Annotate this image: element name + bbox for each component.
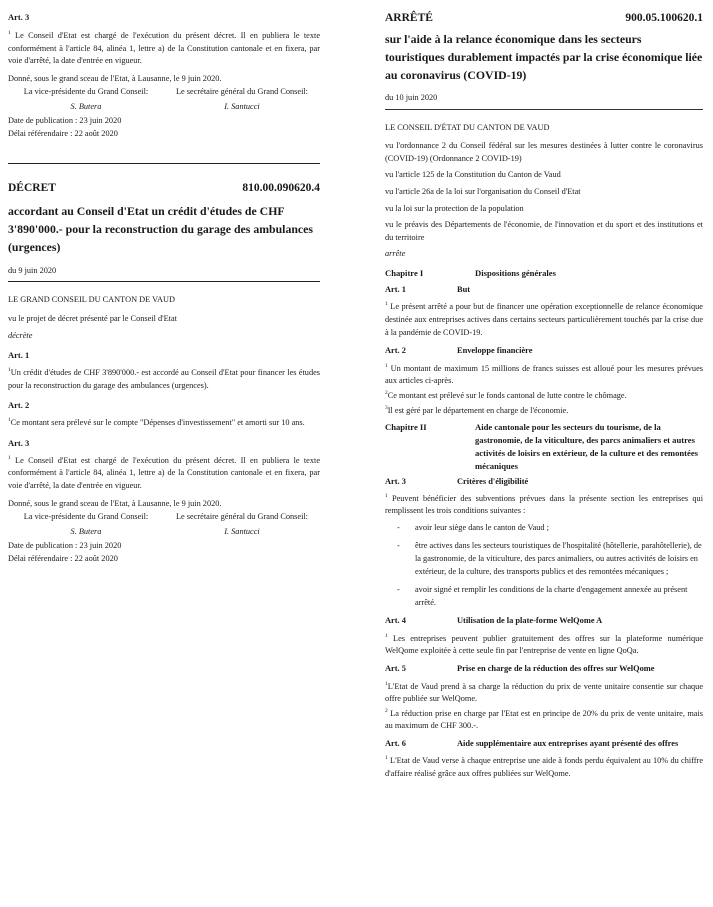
article-label: Art. 3 — [385, 477, 406, 487]
considerant: vu l'article 26a de la loi sur l'organisation du Conseil d'Etat — [385, 186, 581, 196]
article-label: Art. 1 — [385, 284, 406, 294]
arrete-word: arrête — [385, 249, 406, 259]
alinea-number: 1 — [8, 30, 11, 37]
article-label: Art. 6 — [385, 738, 406, 748]
vice-president-title: La vice-présidente du Grand Conseil: — [23, 512, 149, 522]
signature-names — [8, 527, 320, 536]
arrete-header — [385, 12, 703, 24]
vice-president-name: S. Butera — [70, 102, 102, 112]
list-item-text: avoir leur siège dans le canton de Vaud ; — [415, 522, 549, 532]
chapter-title: Dispositions générales — [475, 267, 556, 278]
article-heading — [385, 345, 703, 358]
secretary-name: I. Santucci — [224, 102, 260, 112]
chapter-title: Aide cantonale pour les secteurs du tourisme, de la gastronomie, de la viticulture, des parcs animaliers et autres activités de loisirs en extérieur, de la culture et des remontées mécaniques — [475, 422, 698, 472]
arrete-type: ARRÊTÉ — [385, 12, 433, 24]
alinea-number: 2 — [385, 390, 388, 397]
article-label: Art. 4 — [385, 616, 406, 626]
right-column — [385, 0, 703, 781]
alinea-number: 1 — [385, 680, 388, 687]
article-title: Aide supplémentaire aux entreprises ayant présenté des offres — [457, 738, 679, 748]
alinea-number: 1 — [385, 362, 388, 369]
vice-president-name: S. Butera — [70, 527, 102, 537]
alinea-number: 3 — [385, 404, 388, 411]
signature-titles — [8, 87, 320, 96]
article-heading — [385, 738, 703, 751]
paragraph-text: Un montant de maximum 15 millions de francs suisses est alloué pour les mesures prévues aux articles ci-après. — [385, 363, 703, 386]
paragraph-text: Ce montant sera prélevé sur le compte "Dépenses d'investissement" et amorti sur 10 ans. — [10, 418, 305, 428]
decrete-word: décrète — [8, 331, 33, 341]
arrete-title: sur l'aide à la relance économique dans les secteurs touristiques durablement impactés par la crise économique liée au coronavirus (COVID-19) — [385, 32, 703, 82]
article-paragraph — [385, 363, 703, 388]
article-paragraph — [385, 708, 703, 733]
article-title: Critères d'éligibilité — [457, 477, 529, 487]
paragraph-text: Les entreprises peuvent publier gratuitement des offres sur la plateforme numérique WelQome exploitée à cette seule fin par l'entreprise de vente en ligne QoQa. — [385, 633, 704, 656]
decree-date: du 9 juin 2020 — [8, 265, 57, 275]
decree-type: DÉCRET — [8, 181, 56, 194]
paragraph-text: Le Conseil d'Etat est chargé de l'exécution du présent décret. Il en publiera le texte conformément à l'article 84, alinéa 1, lettre a) de la Constitution cantonale et en fixera, par voie d'arrêté, la date d'entrée en vigueur. — [8, 31, 320, 66]
article-paragraph — [8, 367, 320, 392]
vice-president-title: La vice-présidente du Grand Conseil: — [23, 87, 149, 97]
chapter-heading — [385, 421, 703, 473]
article-title: Enveloppe financière — [457, 346, 533, 356]
article-title: But — [457, 284, 471, 294]
list-item — [385, 584, 703, 609]
article-heading — [385, 284, 703, 297]
paragraph-text: La réduction prise en charge par l'Etat est en principe de 20% du prix de vente unitaire, mais au maximum de CHF 300.-. — [385, 708, 703, 731]
article-paragraph — [385, 755, 703, 780]
paragraph-text: Peuvent bénéficier des subventions prévues dans la présente section les entreprises qui remplissent les trois conditions suivantes : — [385, 493, 703, 516]
authority: LE CONSEIL D'ÉTAT DU CANTON DE VAUD — [385, 122, 550, 132]
paragraph-text: L'Etat de Vaud verse à chaque entreprise une aide à fonds perdu équivalent au 10% du chiffre d'affaire réalisé grâce aux offres publiées sur WelQome. — [385, 756, 703, 778]
article-paragraph — [385, 390, 703, 403]
alinea-number: 1 — [385, 633, 388, 640]
considerant: vu la loi sur la protection de la population — [385, 203, 524, 213]
article-label: Art. 5 — [385, 664, 406, 674]
secretary-title: Le secrétaire général du Grand Conseil: — [175, 512, 308, 522]
left-column — [8, 0, 320, 565]
article-heading: Art. 3 — [8, 12, 30, 22]
list-dash: - — [397, 522, 400, 532]
given-line: Donné, sous le grand sceau de l'Etat, à Lausanne, le 9 juin 2020. — [8, 73, 222, 83]
article-paragraph — [385, 405, 703, 418]
article-paragraph — [385, 633, 703, 658]
chapter-heading — [385, 267, 703, 280]
signature-titles — [8, 512, 320, 521]
article-paragraph — [8, 30, 320, 68]
secretary-name: I. Santucci — [224, 527, 260, 537]
chapter-label: Chapitre II — [385, 422, 427, 433]
list-item-text: être actives dans les secteurs touristiques de l'hospitalité (hôtellerie, parahôtellerie), de la gastronomie, de la viticulture, des parcs animaliers, ou autres activités de loisirs en extérieur, de la culture, des transports publics et des remontées mécaniques ; — [415, 541, 702, 576]
publication-date: Date de publication : 23 juin 2020 — [8, 541, 122, 551]
article-heading: Art. 3 — [8, 437, 30, 448]
article-paragraph — [8, 455, 320, 493]
paragraph-text: Un crédit d'études de CHF 3'890'000.- est accordé au Conseil d'Etat pour financer les études pour la reconstruction du garage des ambulances (urgences). — [8, 367, 320, 390]
alinea-number: 1 — [8, 454, 11, 461]
considerant: vu l'ordonnance 2 du Conseil fédéral sur les mesures destinées à lutter contre le coronavirus (COVID-19) (Ordonnance 2 COVID-19) — [385, 141, 703, 163]
list-item-text: avoir signé et remplir les conditions de la charte d'engagement annexée au présent arrêté. — [415, 585, 688, 607]
decree-title: accordant au Conseil d'Etat un crédit d'études de CHF 3'890'000.- pour la reconstruction du garage des ambulances (urgences) — [8, 203, 313, 254]
referendum-deadline: Délai référendaire : 22 août 2020 — [8, 553, 118, 563]
arrete-number: 900.05.100620.1 — [625, 12, 703, 24]
alinea-number: 2 — [385, 707, 388, 714]
list-dash: - — [397, 541, 400, 551]
paragraph-text: Ce montant est prélevé sur le fonds cantonal de lutte contre le chômage. — [387, 390, 627, 400]
article-heading — [385, 476, 703, 489]
article-title: Prise en charge de la réduction des offres sur WelQome — [457, 664, 655, 674]
list-item — [385, 522, 703, 535]
alinea-number: 1 — [385, 755, 388, 762]
article-paragraph — [8, 417, 320, 430]
article-heading: Art. 2 — [8, 400, 30, 411]
alinea-number: 1 — [8, 367, 11, 374]
chapter-label: Chapitre I — [385, 267, 424, 278]
paragraph-text: Le Conseil d'Etat est chargé de l'exécution du présent décret. Il en publiera le texte conformément à l'article 84, alinéa 1, lettre a) de la Constitution cantonale et en fixera, par voie d'arrêté, la date d'entrée en vigueur. — [8, 455, 320, 490]
secretary-title: Le secrétaire général du Grand Conseil: — [175, 87, 308, 97]
decree-header — [8, 182, 320, 194]
list-item — [385, 540, 703, 578]
alinea-number: 1 — [385, 301, 388, 308]
paragraph-text: Il est géré par le département en charge de l'économie. — [387, 405, 569, 415]
list-dash: - — [397, 585, 400, 595]
considerant: vu l'article 125 de la Constitution du Canton de Vaud — [385, 170, 561, 180]
article-title: Utilisation de la plate-forme WelQome A — [457, 616, 603, 626]
publication-date: Date de publication : 23 juin 2020 — [8, 116, 122, 126]
article-paragraph — [385, 493, 703, 518]
article-heading — [385, 615, 703, 628]
article-heading: Art. 1 — [8, 349, 30, 360]
article-heading — [385, 663, 703, 676]
paragraph-text: Le présent arrêté a pour but de financer une opération exceptionnelle de relance économique destinée aux entreprises actives dans certains secteurs particulièrement touchés par la crise due à la pandémie de COVID-19. — [385, 302, 703, 337]
authority: LE GRAND CONSEIL DU CANTON DE VAUD — [8, 295, 176, 305]
article-paragraph — [385, 301, 703, 339]
considerant: vu le préavis des Départements de l'économie, de l'innovation et du sport et des institutions et du territoire — [385, 220, 703, 242]
paragraph-text: L'Etat de Vaud prend à sa charge la réduction du prix de vente unitaire consentie sur chaque offre publiée sur WelQome. — [385, 681, 703, 704]
decree-number: 810.00.090620.4 — [242, 181, 320, 194]
considerant: vu le projet de décret présenté par le Conseil d'Etat — [8, 313, 177, 323]
given-line: Donné, sous le grand sceau de l'Etat, à Lausanne, le 9 juin 2020. — [8, 498, 222, 508]
article-paragraph — [385, 681, 703, 706]
alinea-number: 1 — [8, 417, 11, 424]
referendum-deadline: Délai référendaire : 22 août 2020 — [8, 128, 118, 138]
arrete-date: du 10 juin 2020 — [385, 93, 438, 102]
article-label: Art. 2 — [385, 346, 406, 356]
alinea-number: 1 — [385, 492, 388, 499]
signature-names — [8, 102, 320, 111]
